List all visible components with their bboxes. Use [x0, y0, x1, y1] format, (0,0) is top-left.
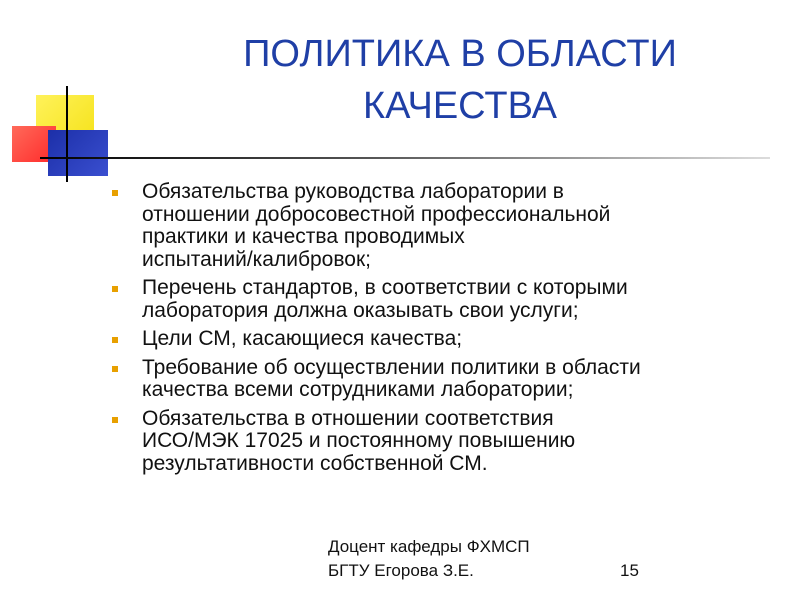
- decor-blue-square: [48, 130, 108, 176]
- bullet-square-icon: [112, 366, 118, 372]
- bullet-square-icon: [112, 417, 118, 423]
- bullet-text: Требование об осуществлении политики в области качества всеми сотрудниками лаборатории;: [142, 355, 641, 401]
- bullet-text: Цели СМ, касающиеся качества;: [142, 327, 463, 350]
- slide-title: [150, 28, 770, 132]
- slide-title-line-2: КАЧЕСТВА: [362, 85, 557, 127]
- slide-footer-author: Доцент кафедры ФХМСП БГТУ Егорова З.Е.: [328, 537, 530, 580]
- bullet-square-icon: [112, 286, 118, 292]
- bullet-item: [112, 357, 782, 402]
- bullet-text: Обязательства руководства лаборатории в отношении добросовестной профессиональной практики и качества проводимых испытаний/калибровок;: [142, 180, 611, 271]
- page-number: 15: [620, 561, 639, 580]
- slide-title-line-1: ПОЛИТИКА В ОБЛАСТИ: [243, 33, 677, 75]
- bullet-text: Обязательства в отношении соответствия ИСО/МЭК 17025 и постоянному повышению результативности собственной СМ.: [142, 406, 576, 475]
- title-underline: [40, 157, 770, 159]
- decor-vertical-line: [66, 86, 68, 182]
- bullet-item: [112, 181, 782, 271]
- bullet-item: [112, 328, 782, 351]
- bullet-list: [112, 181, 782, 481]
- bullet-item: [112, 408, 782, 476]
- bullet-item: [112, 277, 782, 322]
- bullet-square-icon: [112, 337, 118, 343]
- bullet-text: Перечень стандартов, в соответствии с которыми лаборатория должна оказывать свои услуги;: [142, 276, 628, 322]
- bullet-square-icon: [112, 190, 118, 196]
